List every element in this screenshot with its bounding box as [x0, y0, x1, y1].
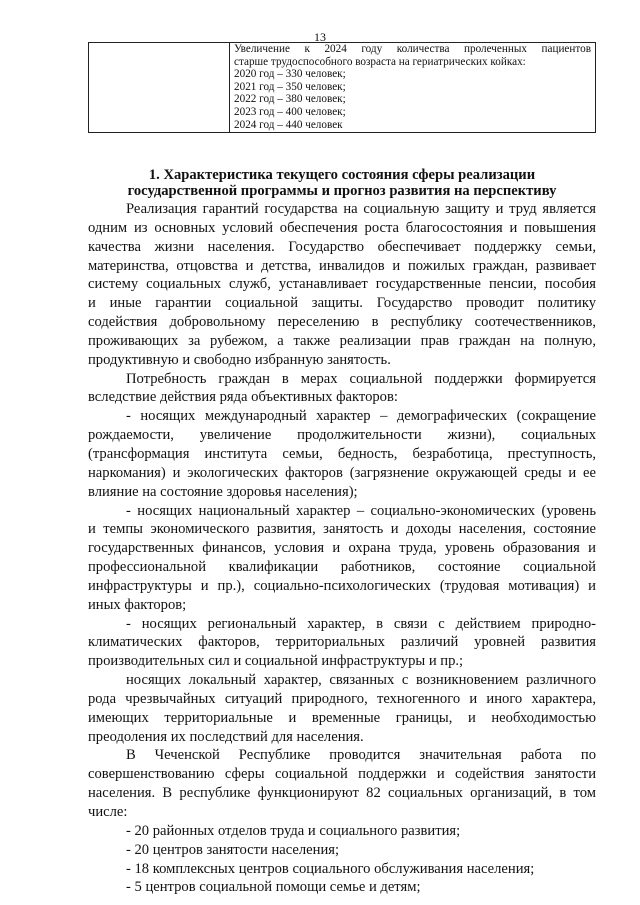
list-item: - 5 центров социальной помощи семье и детям; — [126, 879, 421, 896]
text-line: качества жизни населения. Государство обеспечивает поддержку семьи, — [88, 238, 596, 255]
body-text — [88, 200, 596, 897]
text-line: - носящих национальный характер – социально-экономических (уровень — [126, 502, 596, 519]
text-line: иных факторов; — [88, 596, 187, 613]
section-heading-line: государственной программы и прогноз развития на перспективу — [127, 183, 557, 199]
text-line: числе: — [88, 804, 128, 820]
text-line: государственных финансов, условия и охрана труда, уровень образования и — [88, 540, 596, 557]
text-line: и иные гарантии социальной защиты. Государство проводит политику — [88, 295, 596, 312]
text-line: рождаемости, увеличение продолжительности жизни), социальных — [88, 427, 596, 444]
text-line: содействия добровольному переселению в республику соотечественников, — [88, 314, 596, 331]
indicator-table — [88, 42, 596, 133]
text-line: проживающих за рубежом, а также реализации прав граждан на полную, — [88, 332, 596, 349]
list-item: - 20 центров занятости населения; — [126, 841, 340, 858]
page-number: 13 — [314, 30, 326, 44]
section-heading-line: 1. Характеристика текущего состояния сферы реализации — [148, 167, 536, 183]
table-line: Увеличение к 2024 году количества пролеченных пациентов — [234, 43, 591, 55]
text-line: влияние на состояние здоровья населения); — [88, 483, 358, 500]
text-line: (трансформация института семьи, бедность, безработица, преступность, — [88, 445, 596, 462]
section-heading — [88, 167, 596, 199]
text-line: инфраструктуры и пр.), социально-психологических (трудовая мотивация) и — [88, 577, 596, 594]
text-line: совершенствованию сферы социальной поддержки и содействия занятости — [88, 766, 596, 783]
text-line: профессиональной квалификации работников, состояние социальной — [88, 559, 596, 576]
text-line: Потребность граждан в мерах социальной поддержки формируется — [126, 370, 596, 387]
table-line: 2024 год – 440 человек — [234, 118, 343, 131]
text-line: преодоления их последствий для населения. — [88, 728, 364, 745]
table-line: 2022 год – 380 человек; — [234, 93, 346, 106]
list-item: - 20 районных отделов труда и социального развития; — [126, 822, 461, 839]
text-line: одним из основных условий обеспечения роста благосостояния и повышения — [88, 219, 596, 236]
text-line: Реализация гарантий государства на социальную защиту и труд является — [126, 201, 596, 217]
text-line: продуктивную и свободно избранную занятость. — [88, 351, 391, 368]
list-item: - 18 комплексных центров социального обслуживания населения; — [126, 860, 535, 877]
text-line: материнства, отцовства и детства, инвалидов и пожилых граждан, развивает — [88, 257, 596, 274]
text-line: наркомания) и экологических факторов (загрязнение окружающей среды и ее — [88, 464, 596, 481]
table-row — [89, 43, 596, 133]
text-line: рода чрезвычайных ситуаций природного, техногенного и иного характера, — [88, 690, 596, 707]
text-line: - носящих региональный характер, в связи с действием природно- — [126, 615, 596, 632]
text-line: и темпы экономического развития, занятость и доходы населения, состояние — [88, 521, 596, 538]
text-line: В Чеченской Республике проводится значительная работа по — [126, 747, 596, 764]
text-line: населения. В республике функционируют 82 социальных организаций, в том — [88, 785, 596, 802]
table-line: старше трудоспособного возраста на гериатрических койках: — [234, 55, 526, 68]
text-line: вследствие действия ряда объективных факторов: — [88, 389, 398, 406]
text-line: имеющих территориальные и временные границы, и необходимостью — [88, 709, 596, 726]
table-line: 2021 год – 350 человек; — [234, 80, 346, 93]
text-line: - носящих международный характер – демографических (сокращение — [126, 408, 596, 425]
table-line: 2023 год – 400 человек; — [234, 105, 346, 118]
text-line: носящих локальный характер, связанных с возникновением различного — [126, 672, 596, 689]
table-cell-empty — [89, 43, 230, 133]
text-line: производительных сил и социальной инфраструктуры и пр.; — [88, 653, 464, 670]
table-line: 2020 год – 330 человек; — [234, 68, 346, 81]
table-cell-indicator — [230, 43, 596, 133]
text-line: климатических факторов, территориальных различий уровней развития — [88, 634, 596, 651]
text-line: систему социальных служб, устанавливает государственные пенсии, пособия — [88, 276, 596, 293]
